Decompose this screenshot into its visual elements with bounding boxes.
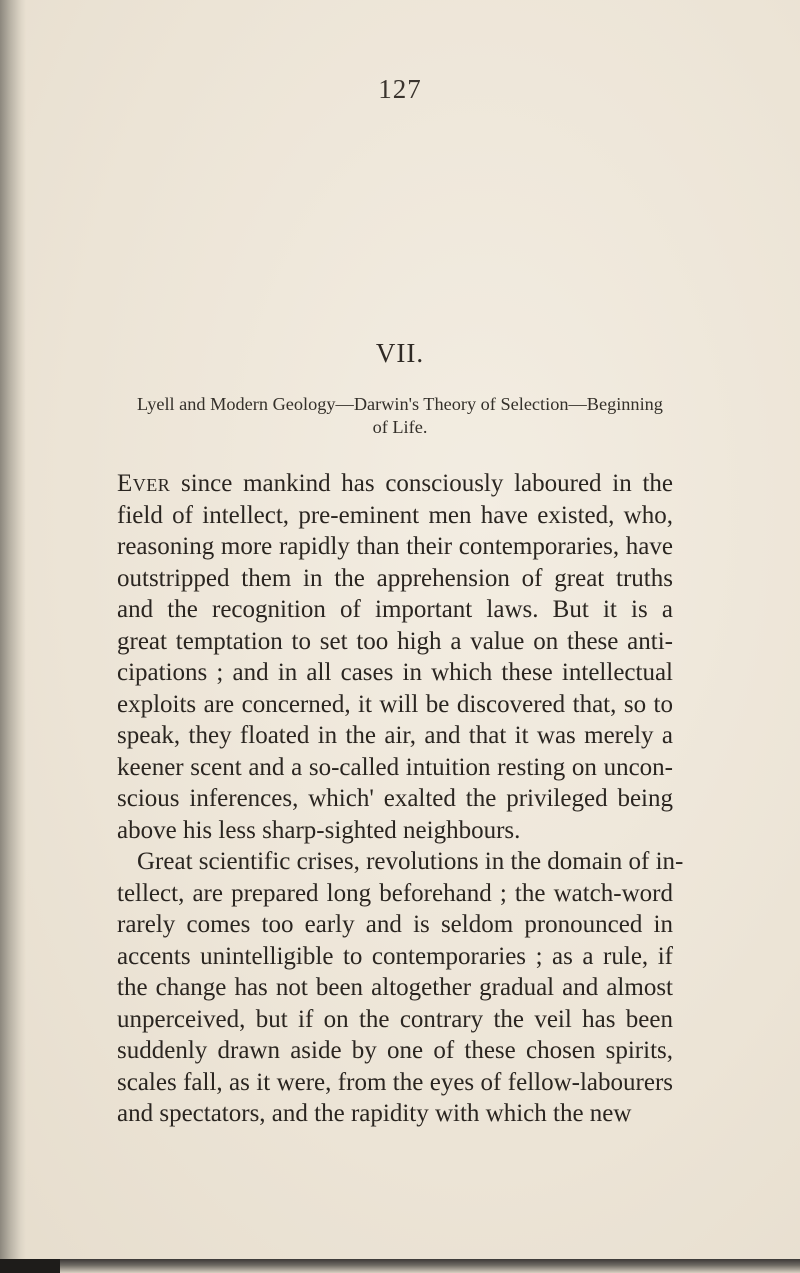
text-line: great temptation to set too high a value on these anti- bbox=[117, 627, 673, 655]
scan-bottom-edge bbox=[0, 1259, 800, 1273]
text-line: rarely comes too early and is seldom pronounced in bbox=[117, 911, 673, 938]
body-text bbox=[117, 468, 684, 1130]
text-line: accents unintelligible to contemporaries ; as a rule, if bbox=[117, 942, 673, 970]
scan-dark-corner bbox=[0, 1259, 60, 1273]
text-line: field of intellect, pre-eminent men have existed, who, bbox=[117, 501, 673, 529]
opening-word: Ever bbox=[117, 470, 171, 497]
text-line: unperceived, but if on the contrary the veil has been bbox=[117, 1005, 673, 1033]
text-line: scales fall, as it were, from the eyes of fellow-labourers bbox=[117, 1068, 673, 1096]
text-line: and spectators, and the rapidity with which the new bbox=[117, 1100, 632, 1127]
text-line: outstripped them in the apprehension of great truths bbox=[117, 564, 673, 592]
text-line: suddenly drawn aside by one of these chosen spirits, bbox=[117, 1037, 673, 1064]
text-line: the change has not been altogether gradual and almost bbox=[117, 974, 673, 1001]
text-line: Ever since mankind has consciously laboured in the bbox=[117, 470, 673, 497]
chapter-title-line-2: of Life. bbox=[372, 417, 428, 437]
text-line: cipations ; and in all cases in which these intellectual bbox=[117, 659, 673, 686]
text-line: speak, they floated in the air, and that it was merely a bbox=[117, 722, 673, 749]
text-line: Great scientific crises, revolutions in the domain of in- bbox=[137, 848, 684, 875]
chapter-number: VII. bbox=[375, 338, 425, 368]
text-line: reasoning more rapidly than their contemporaries, have bbox=[117, 533, 673, 560]
text-line: tellect, are prepared long beforehand ; the watch-word bbox=[117, 879, 673, 907]
paragraph-2 bbox=[117, 846, 684, 1130]
paragraph-1 bbox=[117, 468, 673, 846]
text-line: keener scent and a so-called intuition resting on uncon- bbox=[117, 753, 673, 781]
text-line: scious inferences, which' exalted the privileged being bbox=[117, 785, 673, 812]
text-line: and the recognition of important laws. But it is a bbox=[117, 596, 673, 623]
chapter-title bbox=[120, 393, 680, 439]
page-binding-edge bbox=[0, 0, 26, 1273]
page-number: 127 bbox=[378, 74, 422, 104]
chapter-title-line-1: Lyell and Modern Geology—Darwin's Theory of Selection—Beginning bbox=[137, 394, 663, 414]
text-line: exploits are concerned, it will be discovered that, so to bbox=[117, 690, 673, 718]
text-line: above his less sharp-sighted neighbours. bbox=[117, 816, 521, 844]
